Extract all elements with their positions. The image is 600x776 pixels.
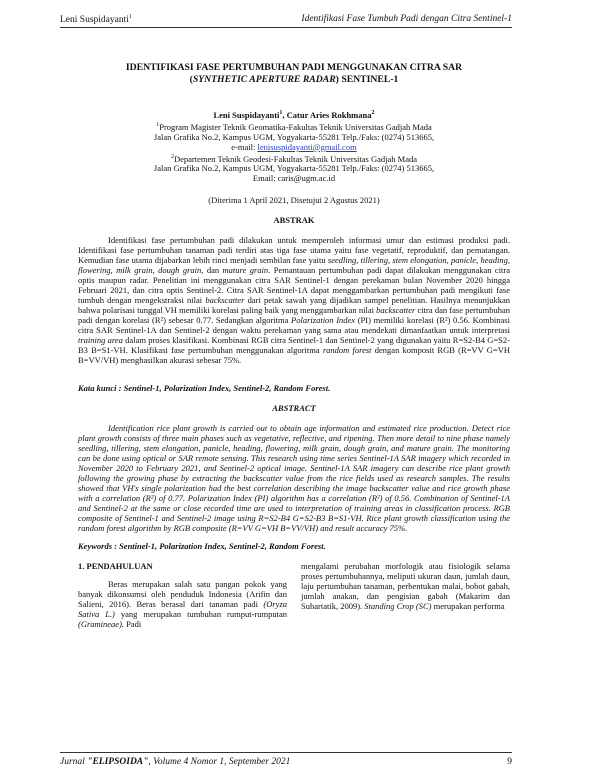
abstract-text: Identification rice plant growth is carried out to obtain age information and estimated rice production. Detect rice plant growth consists of three main phases such as vegetative, reflective, and ripening. Then more detail to nine phase namely seedling, tillering, stem elongation, panicle, heading, flowering, milk grain, dough grain, and mature grain. The monitoring can be done using optical or SAR remote sensing. This research using time series Sentinel-1A SAR imagery which recorded in November 2020 to February 2021, and Sentinel-2 optical image. Sentinel-1A SAR imagery can describe rice plant growth following the growing phase by extracting the backscatter value from the rice fields used as research samples. The results showed that VH's single polarization had the best correlation describing the image backscatter value and rice growth phase with a correlation (R²) of 0.77. Polarization Index (PI) algorithm has a correlation (R²) of 0.56. Combination of Sentinel-1A and Sentinel-2 at the same or close recorded time are used to interpretation of training areas in classification process. RGB composite of Sentinel-1 and Sentinel-2 image using R=S2-B4 G=S2-B3 B=S1-VH. Rice plant growth classification using the random forest algorithm by RGB composite (R=VV G=VH B=VV/VH) and result accuracy 75%. bbox=[78, 423, 510, 534]
keywords: Keywords : Sentinel-1, Polarization Index, Sentinel-2, Random Forest. bbox=[78, 541, 326, 552]
received-date: (Diterima 1 April 2021, Disetujui 2 Agustus 2021) bbox=[208, 195, 380, 206]
column-right bbox=[301, 561, 510, 629]
header-rule bbox=[60, 27, 512, 28]
abstrak-text: Identifikasi fase pertumbuhan padi dilakukan untuk memperoleh informasi umur dan estimasi produksi padi. Identifikasi fase pertumbuhan tanaman padi terdiri atas tiga fase utama yaitu fase vegetatif, reproduktif, dan pematangan. Kemudian fase utama dijabarkan lebih rinci menjadi sembilan fase yaitu seedling, tillering, stem elongation, panicle, heading, flowering, milk grain, dough grain, dan mature grain. Pemantauan pertumbuhan padi dapat dilakukan menggunakan citra optis maupun radar. Penelitian ini menggunakan citra SAR Sentinel-1 dengan perekaman bulan November 2020 hingga Februari 2021, dan citra optis Sentinel-2. Citra SAR Sentinel-1A dapat menggambarkan pertumbuhan padi mengikuti fase tumbuh dengan mengekstraksi nilai backscatter dari petak sawah yang dijadikan sampel penelitian. Hasilnya menunjukkan bahwa polarisasi tunggal VH memiliki korelasi paling baik yang menggambarkan nilai backscatter citra dan fase pertumbuhan padi dengan korelasi (R²) sebesar 0.77. Sedangkan algoritma Polarization Index (PI) memiliki korelasi (R²) 0.56. Kombinasi citra SAR Sentinel-1A dan Sentinel-2 dengan waktu perekaman yang sama atau mendekati dimanfaatkan untuk interpretasi training area dalam proses klasifikasi. Kombinasi RGB citra Sentinel-1 dan Sentinel-2 yang digunakan yaitu R=S2-B4 G=S2-B3 B=S1-VH. Klasifikasi fase pertumbuhan menggunakan algoritma random forest dengan komposit RGB (R=VV G=VH B=VV/VH) menghasilkan akurasi sebesar 75%. bbox=[78, 235, 511, 366]
running-footer bbox=[60, 757, 512, 767]
intro-paragraph: Beras merupakan salah satu pangan pokok yang banyak dikonsumsi oleh penduduk Indonesia (Arifin dan Salieni, 2016). Beras berasal dari tanaman padi (Oryza Sativa L.) yang merupakan tumbuhan rumput-rumputan (Gramineae). Padi bbox=[78, 579, 287, 630]
section-heading: 1. PENDAHULUAN bbox=[78, 561, 153, 572]
header-author: Leni Suspidayanti$^1$ bbox=[60, 14, 132, 26]
paper-body bbox=[78, 62, 510, 629]
email-link[interactable]: lenisuspidayanti@gmail.com bbox=[257, 141, 357, 152]
two-column-body bbox=[78, 561, 510, 629]
footer-rule bbox=[60, 752, 512, 753]
header-short-title: Identifikasi Fase Tumbuh Padi dengan Citra Sentinel-1 bbox=[301, 14, 512, 24]
affiliation-1: $^1$Program Magister Teknik Geomatika-Fakultas Teknik Universitas Gadjah Mada Jalan Grafika No.2, Kampus UGM, Yogyakarta-55281 Telp./Faks: (0274) 513665, e-mail: lenisuspidayanti@gmail.com bbox=[153, 121, 435, 152]
journal-citation: Jurnal "ELIPSOIDA", Volume 4 Nomor 1, September 2021 bbox=[60, 757, 291, 767]
abstract-heading: ABSTRACT bbox=[272, 403, 316, 414]
kata-kunci: Kata kunci : Sentinel-1, Polarization Index, Sentinel-2, Random Forest. bbox=[78, 383, 331, 394]
page-number: 9 bbox=[507, 757, 512, 767]
paper-title: IDENTIFIKASI FASE PERTUMBUHAN PADI MENGGUNAKAN CITRA SAR (SYNTHETIC APERTURE RADAR) SENTINEL-1 bbox=[125, 62, 463, 85]
affiliation-2: $^2$Departemen Teknik Geodesi-Fakultas Teknik Universitas Gadjah Mada Jalan Grafika No.2, Kampus UGM, Yogyakarta-55281 Telp./Faks: (0274) 513665, Email: caris@ugm.ac.id bbox=[153, 153, 435, 184]
author-list: Leni Suspidayanti$^1$, Catur Aries Rokhmana$^2$ bbox=[213, 109, 375, 120]
column-left bbox=[78, 561, 287, 629]
intro-continuation: mengalami perubahan morfologik atau fisiologik selama proses pertumbuhannya, meliputi ukuran daun, jumlah daun, laju pertumbuhan tanaman, perbentukan malai, bobot gabah, jumlah anakan, dan pengisian gabah (Makarim dan Suhartatik, 2009). Standing Crop (SC) merupakan performa bbox=[301, 561, 510, 612]
abstrak-heading: ABSTRAK bbox=[273, 215, 315, 226]
